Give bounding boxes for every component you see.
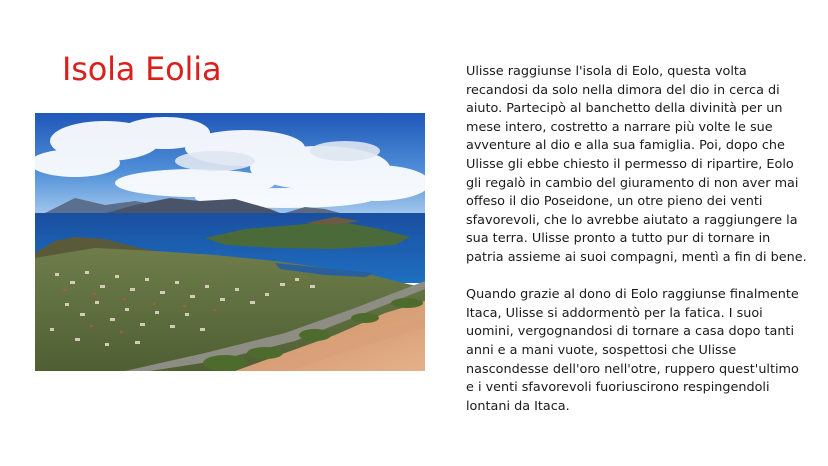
text-line: Itaca, Ulisse si addormentò per la fatica. I suoi [466,305,763,321]
text-line: Quando grazie al dono di Eolo raggiunse finalmente [466,287,799,303]
text-line: Ulisse gli ebbe chiesto il permesso di ripartire, Eolo [466,156,794,172]
text-line: patria assieme ai suoi compagni, mentì a fin di bene. [466,249,807,265]
paragraph-2 [466,286,806,416]
text-line: uomini, vergognandosi di tornare a casa dopo tanti [466,324,795,340]
body-text [466,63,806,416]
text-line: offeso il dio Poseidone, un otre pieno dei venti [466,194,763,210]
text-line: gli regalò in cambio del giuramento di non aver mai [466,175,799,191]
text-line: e i venti sfavorevoli fuoriuscirono respingendoli [466,380,770,396]
text-line: nascondesse dell'oro nell'otre, ruppero quest'ultimo [466,361,799,377]
text-line: sfavorevoli, che lo avrebbe aiutato a raggiungere la [466,212,798,228]
text-line: recandosi da solo nella dimora del dio in cerca di [466,82,780,98]
paragraph-1 [466,63,806,268]
text-line: sua terra. Ulisse pronto a tutto pur di tornare in [466,231,771,247]
island-landscape-illustration [35,113,425,371]
island-photo [35,113,425,371]
text-line: aiuto. Partecipò al banchetto della divinità per un [466,101,783,117]
slide-title: Isola Eolia [62,50,222,88]
text-line: avventure al dio e alla sua famiglia. Poi, dopo che [466,138,785,154]
text-line: anni e a mani vuote, sospettosi che Ulisse [466,342,737,358]
text-line: Ulisse raggiunse l'isola di Eolo, questa volta [466,64,747,79]
text-line: lontani da Itaca. [466,398,570,414]
text-line: mese intero, costretto a narrare più volte le sue [466,119,773,135]
